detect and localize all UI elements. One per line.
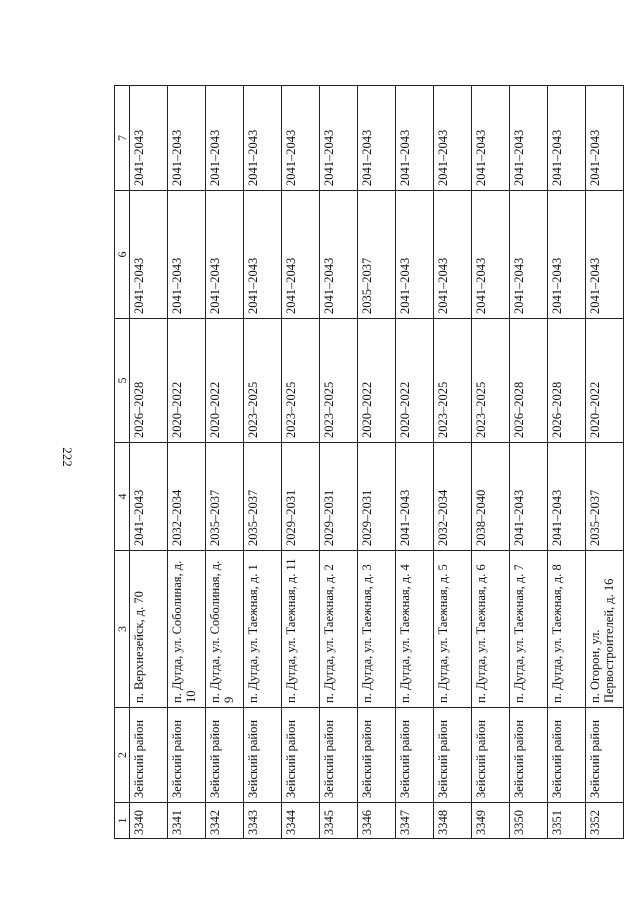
cell-col-4: 2032–2034 [168,443,206,551]
cell-district: Зейский район [206,708,244,803]
cell-col-5: 2026–2028 [510,319,548,443]
cell-col-5: 2020–2022 [396,319,434,443]
cell-address: п. Дугда, ул. Таежная, д. 6 [472,551,510,708]
cell-col-4: 2029–2031 [282,443,320,551]
cell-number: 3346 [358,803,396,839]
cell-number: 3350 [510,803,548,839]
cell-col-6: 2041–2043 [130,191,168,319]
cell-col-7: 2041–2043 [396,86,434,191]
cell-col-5: 2023–2025 [244,319,282,443]
cell-col-5: 2026–2028 [130,319,168,443]
cell-district: Зейский район [434,708,472,803]
cell-district: Зейский район [396,708,434,803]
cell-col-7: 2041–2043 [206,86,244,191]
cell-number: 3341 [168,803,206,839]
cell-col-4: 2029–2031 [320,443,358,551]
cell-district: Зейский район [358,708,396,803]
cell-address: п. Дугда, ул. Таежная, д. 3 [358,551,396,708]
cell-col-6: 2041–2043 [548,191,586,319]
cell-col-6: 2041–2043 [244,191,282,319]
cell-district: Зейский район [282,708,320,803]
cell-col-4: 2041–2043 [396,443,434,551]
header-cell-1: 1 [115,803,130,839]
cell-col-4: 2035–2037 [244,443,282,551]
cell-number: 3343 [244,803,282,839]
header-cell-3: 3 [115,551,130,708]
cell-number: 3344 [282,803,320,839]
header-cell-6: 6 [115,191,130,319]
cell-address: п. Верхнезейск, д. 70 [130,551,168,708]
cell-col-5: 2020–2022 [206,319,244,443]
cell-number: 3347 [396,803,434,839]
cell-col-7: 2041–2043 [282,86,320,191]
cell-col-6: 2041–2043 [320,191,358,319]
cell-col-6: 2035–2037 [358,191,396,319]
cell-address: п. Дугда, ул. Таежная, д. 5 [434,551,472,708]
header-cell-4: 4 [115,443,130,551]
table-container [114,86,616,839]
cell-col-7: 2041–2043 [244,86,282,191]
cell-number: 3349 [472,803,510,839]
cell-col-5: 2020–2022 [168,319,206,443]
cell-address: п. Дугда, ул. Соболиная, д. 9 [206,551,244,708]
cell-address: п. Дугда, ул. Таежная, д. 1 [244,551,282,708]
table-row [130,86,168,839]
cell-col-7: 2041–2043 [548,86,586,191]
cell-number: 3348 [434,803,472,839]
data-table [114,85,624,839]
cell-number: 3340 [130,803,168,839]
cell-col-7: 2041–2043 [130,86,168,191]
header-cell-7: 7 [115,86,130,191]
table-row [472,86,510,839]
cell-col-5: 2020–2022 [358,319,396,443]
header-cell-2: 2 [115,708,130,803]
cell-col-4: 2029–2031 [358,443,396,551]
cell-col-6: 2041–2043 [282,191,320,319]
cell-col-4: 2041–2043 [548,443,586,551]
header-cell-5: 5 [115,319,130,443]
table-row [548,86,586,839]
cell-address: п. Дугда, ул. Таежная, д. 7 [510,551,548,708]
cell-col-6: 2041–2043 [168,191,206,319]
table-row [206,86,244,839]
cell-address: п. Дугда, ул. Таежная, д. 8 [548,551,586,708]
table-row [282,86,320,839]
cell-address: п. Дугда, ул. Соболиная, д. 10 [168,551,206,708]
header-row [115,86,130,839]
cell-address: п. Огорон, ул. Первостроителей, д. 16 [586,551,624,708]
cell-col-4: 2035–2037 [206,443,244,551]
table-row [244,86,282,839]
cell-col-4: 2041–2043 [510,443,548,551]
cell-col-4: 2035–2037 [586,443,624,551]
cell-col-7: 2041–2043 [510,86,548,191]
cell-col-7: 2041–2043 [320,86,358,191]
cell-col-4: 2032–2034 [434,443,472,551]
cell-col-6: 2041–2043 [434,191,472,319]
cell-col-7: 2041–2043 [358,86,396,191]
cell-address: п. Дугда, ул. Таежная, д. 11 [282,551,320,708]
cell-col-5: 2026–2028 [548,319,586,443]
cell-district: Зейский район [472,708,510,803]
cell-district: Зейский район [320,708,358,803]
cell-col-5: 2023–2025 [434,319,472,443]
rotated-table-frame [114,86,616,839]
cell-col-6: 2041–2043 [586,191,624,319]
cell-col-7: 2041–2043 [586,86,624,191]
cell-col-7: 2041–2043 [168,86,206,191]
cell-district: Зейский район [130,708,168,803]
cell-col-4: 2041–2043 [130,443,168,551]
cell-col-4: 2038–2040 [472,443,510,551]
table-row [396,86,434,839]
cell-col-5: 2023–2025 [320,319,358,443]
cell-number: 3352 [586,803,624,839]
cell-number: 3345 [320,803,358,839]
cell-col-6: 2041–2043 [472,191,510,319]
cell-col-6: 2041–2043 [396,191,434,319]
page-number: 222 [60,447,75,467]
cell-col-7: 2041–2043 [434,86,472,191]
cell-col-5: 2023–2025 [282,319,320,443]
table-row [358,86,396,839]
cell-col-6: 2041–2043 [510,191,548,319]
cell-number: 3342 [206,803,244,839]
cell-col-7: 2041–2043 [472,86,510,191]
cell-col-6: 2041–2043 [206,191,244,319]
table-row [510,86,548,839]
table-row [586,86,624,839]
cell-district: Зейский район [586,708,624,803]
cell-district: Зейский район [244,708,282,803]
cell-district: Зейский район [510,708,548,803]
cell-address: п. Дугда, ул. Таежная, д. 2 [320,551,358,708]
cell-number: 3351 [548,803,586,839]
cell-address: п. Дугда, ул. Таежная, д. 4 [396,551,434,708]
cell-district: Зейский район [548,708,586,803]
table-row [320,86,358,839]
table-row [434,86,472,839]
cell-district: Зейский район [168,708,206,803]
cell-col-5: 2023–2025 [472,319,510,443]
table-row [168,86,206,839]
cell-col-5: 2020–2022 [586,319,624,443]
